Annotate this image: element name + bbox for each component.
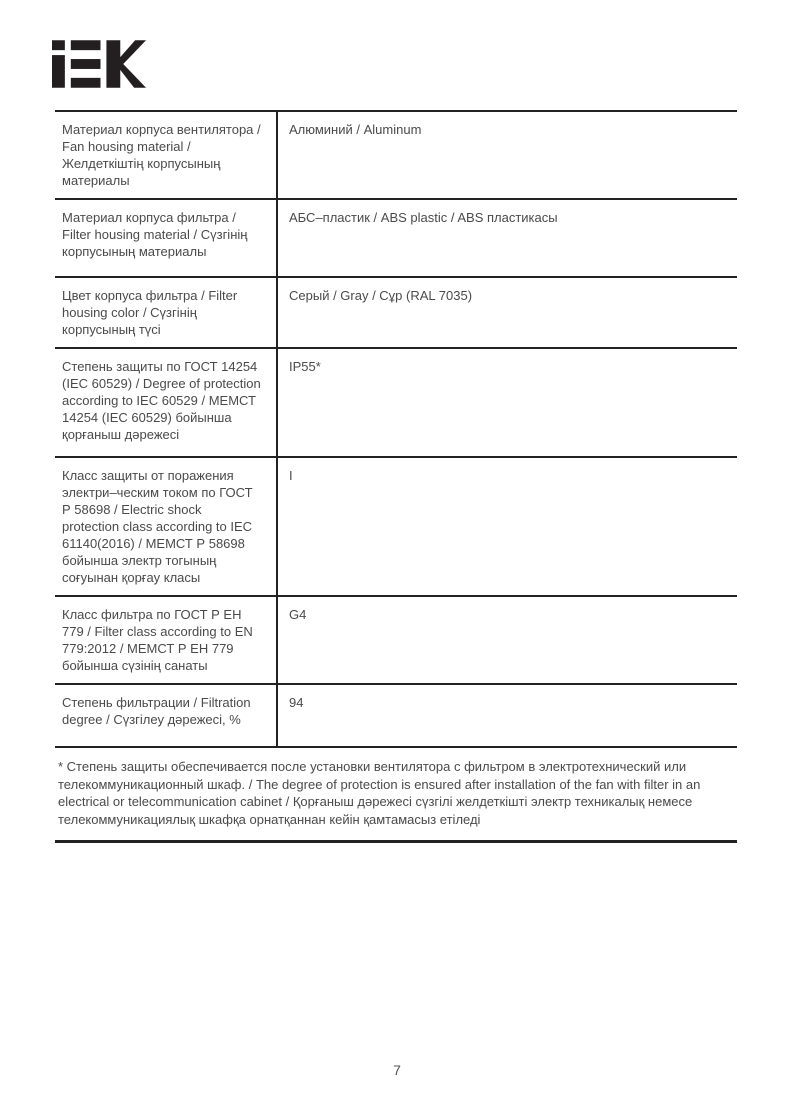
spec-table [55, 110, 737, 843]
iek-logo-icon [52, 40, 146, 88]
spec-table-row [55, 200, 737, 278]
spec-table-row [55, 278, 737, 349]
spec-value-cell: Алюминий / Aluminum [289, 122, 422, 137]
spec-param-cell: Класс защиты от поражения электри–ческим током по ГОСТ Р 58698 / Electric shock protection class according to IEC 61140(2016) / МЕМСТ Р 58698 бойынша электр тогының соғуынан қорғау класы [55, 458, 278, 595]
spec-table-row [55, 112, 737, 200]
spec-table-row [55, 597, 737, 685]
spec-value-cell: 94 [289, 695, 304, 710]
spec-param-cell: Материал корпуса фильтра / Filter housing material / Сүзгінің корпусының материалы [55, 200, 278, 276]
spec-value-cell: Серый / Gray / Сұр (RAL 7035) [289, 288, 473, 303]
spec-value-cell: I [289, 468, 293, 483]
spec-table-footnote: * Степень защиты обеспечивается после установки вентилятора с фильтром в электротехнический или телекоммуникационный шкаф. / The degree of protection is ensured after installation of the fan with filter in an electrical or telecommunication cabinet / Қорғаныш дәрежесі сүзгілі желдеткішті электр техникалық немесе телекоммуникациялық шкафқа орнатқаннан кейін қамтамасыз етіледі [55, 748, 737, 843]
page-number: 7 [393, 1062, 401, 1078]
spec-param-cell: Степень защиты по ГОСТ 14254 (IEC 60529) / Degree of protection according to IEC 60529 / МЕМСТ 14254 (IEC 60529) бойынша қорғаныш дәрежесі [55, 349, 278, 456]
spec-param-cell: Цвет корпуса фильтра / Filter housing color / Сүзгінің корпусының түсі [55, 278, 278, 347]
spec-param-cell: Степень фильтрации / Filtration degree / Сүзгілеу дәрежесі, % [55, 685, 278, 746]
spec-value-cell: АБС–пластик / ABS plastic / ABS пластикасы [289, 210, 558, 225]
spec-value-cell: G4 [289, 607, 307, 622]
spec-value-cell: IP55* [289, 359, 321, 374]
spec-table-row [55, 685, 737, 748]
spec-param-cell: Класс фильтра по ГОСТ Р ЕН 779 / Filter class according to EN 779:2012 / МЕМСТ Р ЕН 779 бойынша сүзінің санаты [55, 597, 278, 683]
spec-param-cell: Материал корпуса вентилятора / Fan housing material / Желдеткіштің корпусының материалы [55, 112, 278, 198]
iek-logo [52, 40, 146, 88]
spec-table-row [55, 349, 737, 458]
spec-table-row [55, 458, 737, 597]
spec-table-body [55, 112, 737, 748]
